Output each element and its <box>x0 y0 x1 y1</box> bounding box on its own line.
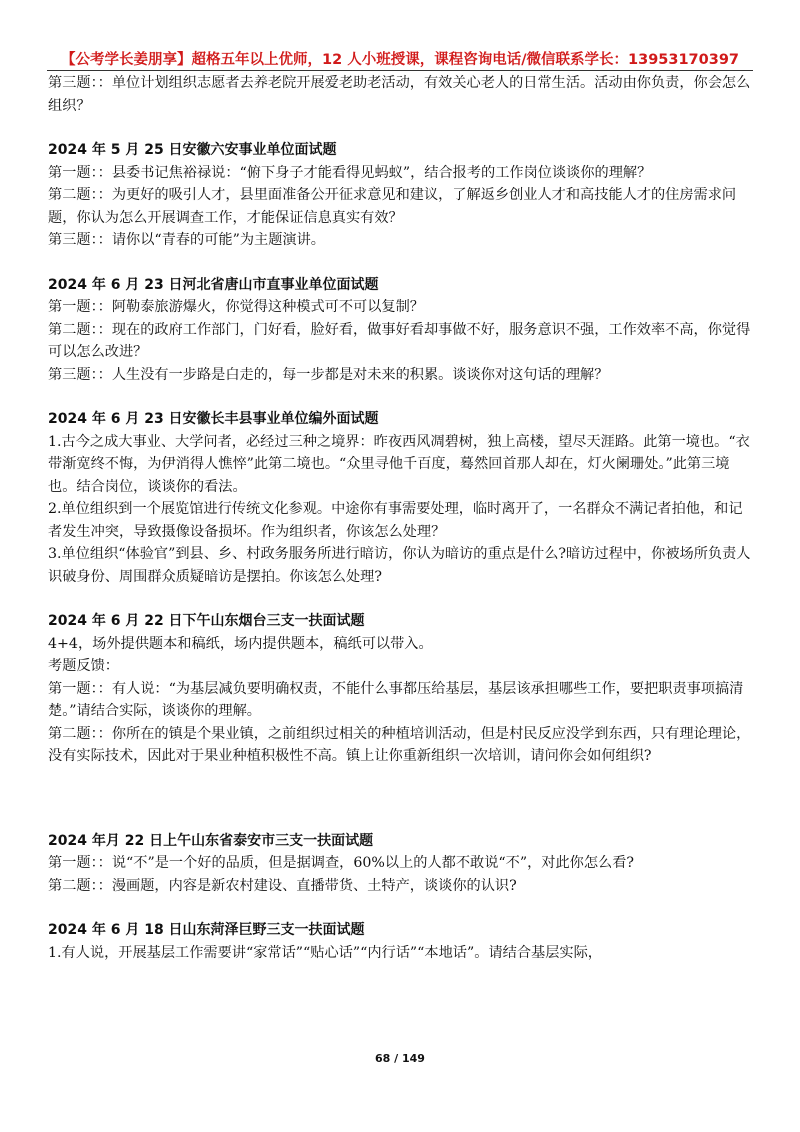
question-line: 第一题：：说“不”是一个好的品质，但是据调查，60%以上的人都不敢说“不”，对此你怎么看? <box>48 855 634 871</box>
question-line: 第一题：：阿勒泰旅游爆火，你觉得这种模式可不可以复制？ <box>48 299 424 315</box>
section-heading: 2024 年 6 月 22 日下午山东烟台三支一扶面试题 <box>48 613 365 629</box>
question-line: 第三题：：请你以“青春的可能”为主题演讲。 <box>48 232 325 248</box>
question-line: 第二题：：为更好的吸引人才，县里面准备公开征求意见和建议，了解返乡创业人才和高技能人才的住房需求问题，你认为怎么开展调查工作，才能保证信息真实有效？ <box>48 187 737 226</box>
page-header: 【公考学长姜朋享】超格五年以上优师，12 人小班授课，课程咨询电话/微信联系学长：13953170397 <box>61 52 739 68</box>
section-heading: 2024 年 6 月 23 日河北省唐山市直事业单位面试题 <box>48 276 379 293</box>
question-line: 第二题：：漫画题，内容是新农村建设、直播带货、土特产，谈谈你的认识? <box>48 877 517 894</box>
page-number: 68 / 149 <box>375 1052 425 1065</box>
question-line: 第一题：：有人说：“为基层减负要明确权责，不能什么事都压给基层，基层该承担哪些工作，要把职责事项搞清楚。”请结合实际，谈谈你的理解。 <box>48 680 744 719</box>
question-line: 第三题：：单位计划组织志愿者去养老院开展爱老助老活动，有效关心老人的日常生活。活动由你负责，你会怎么组织？ <box>48 75 751 114</box>
question-line: 1.有人说，开展基层工作需要讲“家常话”“贴心话”“内行话”“本地话”。请结合基层实际， <box>48 944 602 961</box>
section-heading: 2024 年 6 月 18 日山东菏泽巨野三支一扶面试题 <box>48 922 365 938</box>
blank-gap <box>48 768 754 808</box>
question-line: 1.古今之成大事业、大学问者，必经过三种之境界：昨夜西风凋碧树，独上高楼，望尽天涯路。此第一境也。“衣带渐宽终不悔，为伊消得人憔悴”此第二境也。“众里寻他千百度，蓦然回首那人却在，灯火阑珊处。”此第三境也。结合岗位，谈谈你的看法。 <box>48 433 750 495</box>
question-line: 第一题：：县委书记焦裕禄说：“俯下身子才能看得见蚂蚁”，结合报考的工作岗位谈谈你的理解？ <box>48 164 652 181</box>
question-line: 考题反馈： <box>48 658 119 674</box>
question-line: 3.单位组织“体验官”到县、乡、村政务服务所进行暗访，你认为暗访的重点是什么?暗访过程中，你被场所负责人识破身份、周围群众质疑暗访是摆拍。你该怎么处理? <box>48 546 751 585</box>
header-divider <box>47 70 753 71</box>
section-heading: 2024 年月 22 日上午山东省泰安市三支一扶面试题 <box>48 832 374 849</box>
question-line: 4+4，场外提供题本和稿纸，场内提供题本，稿纸可以带入。 <box>48 635 433 652</box>
question-line: 第二题：：你所在的镇是个果业镇，之前组织过相关的种植培训活动，但是村民反应没学到东西，只有理论理论，没有实际技术，因此对于果业种植积极性不高。镇上让你重新组织一次培训，请问你会如何组织? <box>48 725 751 764</box>
section-heading: 2024 年 6 月 23 日安徽长丰县事业单位编外面试题 <box>48 411 379 427</box>
section-heading: 2024 年 5 月 25 日安徽六安事业单位面试题 <box>48 142 337 158</box>
question-line: 第二题：：现在的政府工作部门，门好看，脸好看，做事好看却事做不好，服务意识不强，工作效率不高，你觉得可以怎么改进？ <box>48 321 751 360</box>
document-body <box>48 72 754 964</box>
question-line: 第三题：：人生没有一步路是白走的，每一步都是对未来的积累。谈谈你对这句话的理解？ <box>48 366 609 383</box>
question-line: 2.单位组织到一个展览馆进行传统文化参观。中途你有事需要处理，临时离开了，一名群众不满记者拍他，和记者发生冲突，导致摄像设备损坏。作为组织者，你该怎么处理？ <box>48 501 743 540</box>
